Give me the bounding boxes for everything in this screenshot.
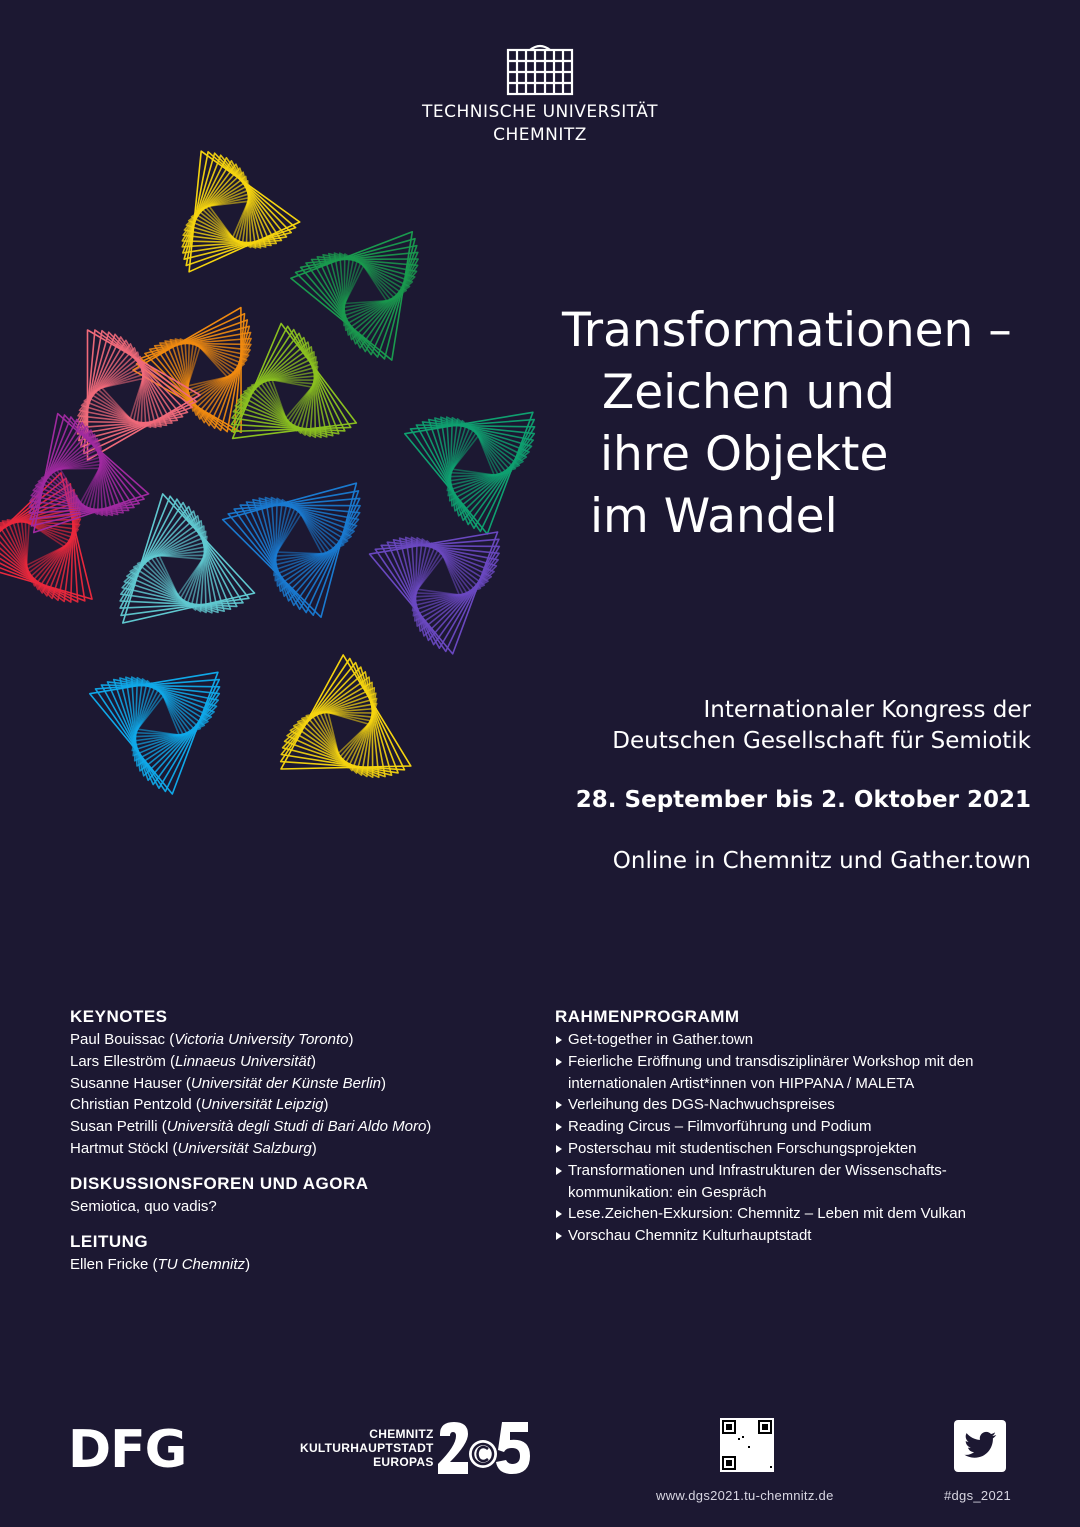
rahmenprogramm-item-line: Feierliche Eröffnung und transdisziplinärer Workshop mit den (568, 1052, 974, 1070)
rahmenprogramm-item-line: Vorschau Chemnitz Kulturhauptstadt (568, 1227, 812, 1245)
hashtag: #dgs_2021 (944, 1488, 1012, 1503)
congress-title (540, 300, 1020, 548)
congress-dates: 28. September bis 2. Oktober 2021 (575, 787, 1031, 813)
keynote-item: Paul Bouissac (Victoria University Toronto) (70, 1031, 354, 1048)
spiral-triangle (90, 672, 220, 794)
forums-heading: DISKUSSIONSFOREN UND AGORA (70, 1173, 369, 1193)
keynote-affiliation: Università degli Studi di Bari Aldo Moro (166, 1118, 427, 1136)
subtitle-line-2: Deutschen Gesellschaft für Semiotik (612, 728, 1031, 754)
twitter-bird-shape (954, 1420, 1006, 1472)
subtitle-line-1: Internationaler Kongress der (703, 697, 1031, 723)
keynote-name: Susanne Hauser (70, 1074, 182, 1092)
chemnitz-logo-line-2: KULTURHAUPTSTADT (300, 1441, 434, 1455)
rahmenprogramm-item (555, 1160, 1035, 1204)
keynotes-list (70, 1029, 530, 1160)
rahmenprogramm-item-line: Posterschau mit studentischen Forschungsprojekten (568, 1139, 917, 1157)
spiral-triangle (405, 412, 535, 534)
keynote-affiliation: Universität Salzburg (177, 1139, 312, 1157)
rahmenprogramm-item (555, 1051, 1035, 1095)
keynote-item: Susanne Hauser (Universität der Künste Berlin) (70, 1074, 387, 1092)
rahmenprogramm-item-line: kommunikation: ein Gespräch (568, 1183, 767, 1201)
keynote-item: Hartmut Stöckl (Universität Salzburg) (70, 1139, 317, 1157)
rahmenprogramm-item (555, 1203, 1035, 1225)
title-line-3: ihre Objekte (600, 427, 889, 482)
spiral-triangle (223, 483, 360, 617)
rahmenprogramm-item-line: Transformationen und Infrastrukturen der Wissenschafts- (568, 1161, 947, 1179)
qr-code-icon[interactable] (720, 1418, 774, 1472)
rahmenprogramm-item (555, 1138, 1035, 1160)
keynote-affiliation: Universität der Künste Berlin (190, 1074, 382, 1092)
rahmenprogramm-item-line: internationalen Artist*innen von HIPPANA / MALETA (568, 1074, 915, 1092)
keynotes-heading: KEYNOTES (70, 1007, 168, 1026)
university-name-line1: TECHNISCHE UNIVERSITÄT (421, 102, 659, 122)
rahmenprogramm-item (555, 1094, 1035, 1116)
title-line-2: Zeichen und (602, 365, 895, 420)
program-left-column (70, 1007, 530, 1275)
spiral-triangle (182, 151, 300, 272)
rahmenprogramm-item-line: Lese.Zeichen-Exkursion: Chemnitz – Leben mit dem Vulkan (568, 1205, 966, 1223)
keynote-affiliation: Universität Leipzig (200, 1096, 324, 1114)
rahmenprogramm-item (555, 1116, 1035, 1138)
congress-location: Online in Chemnitz und Gather.town (612, 848, 1031, 874)
tu-building-logo-icon (504, 40, 576, 96)
keynote-item: Christian Pentzold (Universität Leipzig) (70, 1096, 329, 1114)
rahmenprogramm-heading: RAHMENPROGRAMM (555, 1007, 740, 1026)
forums-text: Semiotica, quo vadis? (70, 1197, 217, 1215)
spiral-triangle (281, 655, 411, 777)
chemnitz-2025-logo (300, 1420, 532, 1476)
rahmenprogramm-list (555, 1029, 1035, 1247)
keynote-name: Susan Petrilli (70, 1118, 158, 1136)
leitung-affiliation: TU Chemnitz (157, 1255, 246, 1273)
spiral-triangles-artwork (0, 140, 560, 840)
rahmenprogramm-item-line: Get-together in Gather.town (568, 1031, 754, 1048)
spiral-triangle (291, 232, 418, 360)
title-line-4: im Wandel (590, 489, 838, 544)
keynote-name: Hartmut Stöckl (70, 1139, 169, 1157)
spiral-triangle (370, 532, 500, 654)
congress-subtitle (612, 695, 1031, 757)
keynote-item: Lars Elleström (Linnaeus Universität) (70, 1052, 316, 1070)
university-name-line2: CHEMNITZ (493, 125, 587, 145)
leitung-heading: LEITUNG (70, 1231, 149, 1251)
keynote-name: Paul Bouissac (70, 1031, 166, 1048)
dfg-logo: DFG (68, 1420, 187, 1480)
keynote-affiliation: Victoria University Toronto (174, 1031, 349, 1048)
keynote-item: Susan Petrilli (Università degli Studi di Bari Aldo Moro) (70, 1118, 432, 1136)
program-right-column (555, 1007, 1035, 1247)
website-url[interactable]: www.dgs2021.tu-chemnitz.de (656, 1488, 834, 1503)
twitter-bird-icon[interactable] (954, 1420, 1006, 1472)
university-logo (0, 40, 1080, 147)
chemnitz-logo-line-1: CHEMNITZ (369, 1427, 434, 1441)
keynote-affiliation: Linnaeus Universität (175, 1052, 311, 1070)
rahmenprogramm-item-line: Reading Circus – Filmvorführung und Podium (568, 1118, 872, 1136)
leitung-name: Ellen Fricke (70, 1255, 149, 1273)
leitung-person: Ellen Fricke (TU Chemnitz) (70, 1255, 251, 1273)
chemnitz-logo-line-3: EUROPAS (373, 1455, 434, 1469)
title-line-1: Transformationen – (562, 303, 1012, 358)
rahmenprogramm-item-line: Verleihung des DGS-Nachwuchspreises (568, 1096, 835, 1114)
rahmenprogramm-item (555, 1029, 1035, 1051)
spiral-triangle (0, 473, 92, 602)
chemnitz-logo-text (300, 1427, 434, 1469)
keynote-name: Lars Elleström (70, 1052, 166, 1070)
keynote-name: Christian Pentzold (70, 1096, 192, 1114)
rahmenprogramm-item (555, 1225, 1035, 1247)
chemnitz-2025-mark-icon (436, 1420, 532, 1476)
